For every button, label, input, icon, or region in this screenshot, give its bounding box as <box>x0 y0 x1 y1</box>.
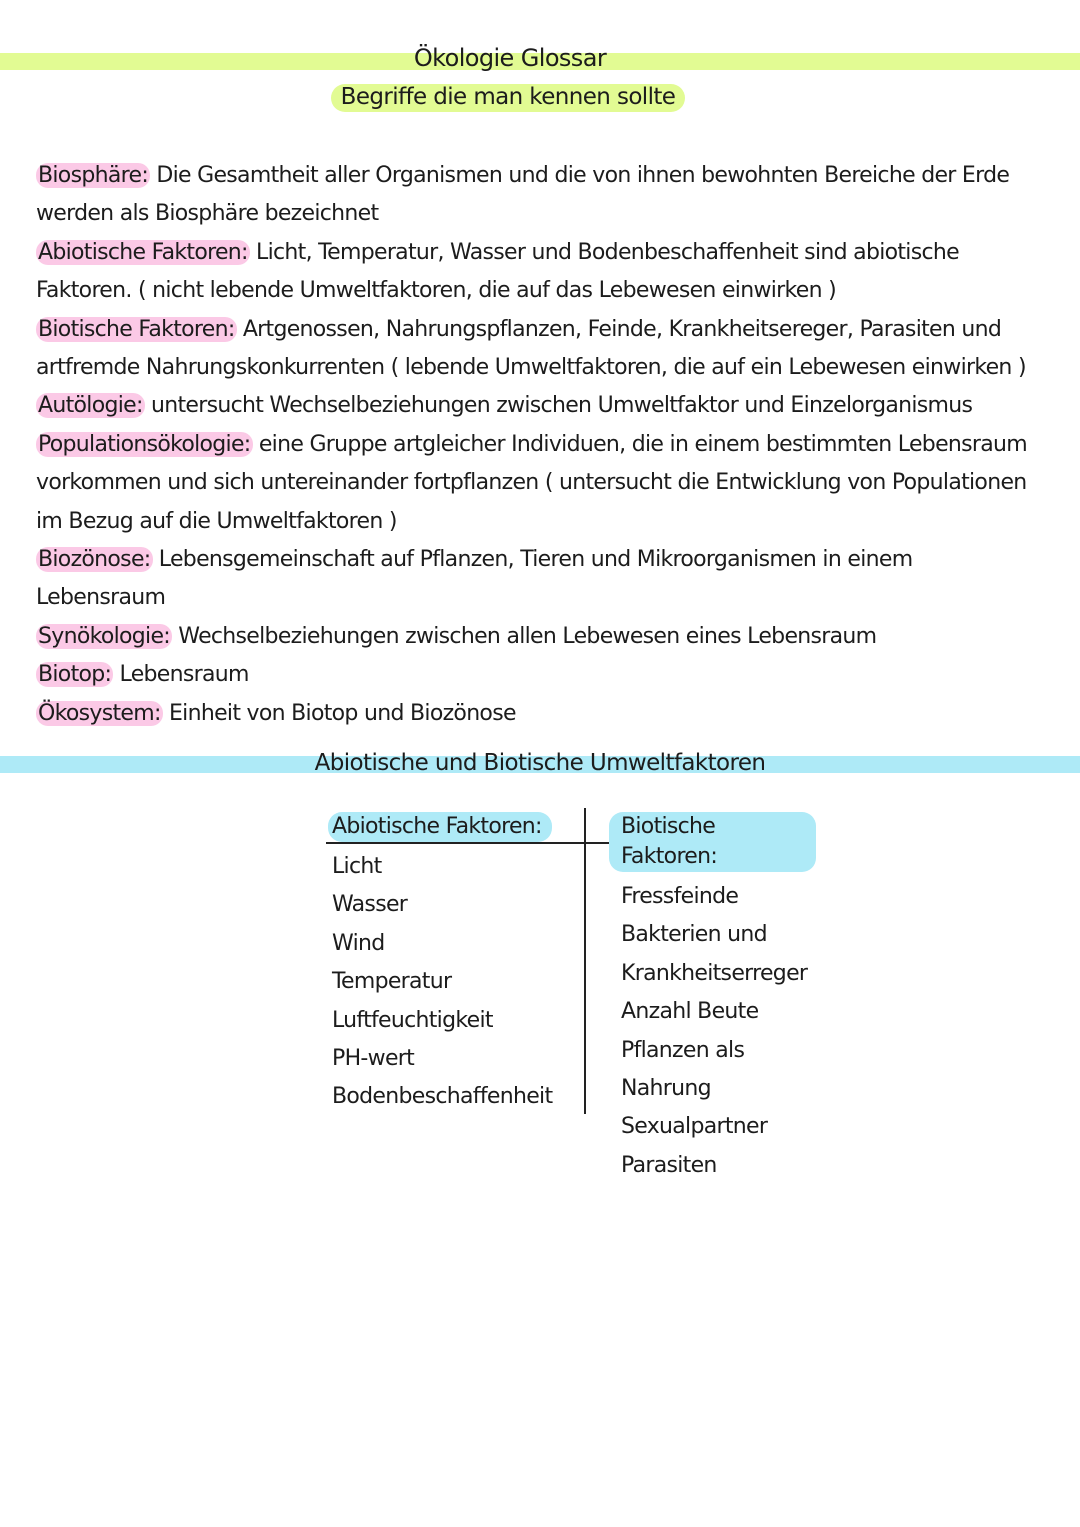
glossary-entry <box>36 426 1046 541</box>
glossary-term: Synökologie: <box>38 623 171 649</box>
glossary-entry <box>36 387 1046 425</box>
glossary-list <box>36 157 1046 733</box>
glossary-entry <box>36 695 1046 733</box>
list-item: Wind <box>332 930 385 956</box>
table-vertical-divider <box>584 808 586 1114</box>
glossary-term: Biozönose: <box>38 547 151 573</box>
glossary-entry <box>36 311 1046 388</box>
glossary-definition: Artgenossen, Nahrungspflanzen, Feinde, Krankheitsereger, Parasiten und artfremde Nahrungskonkurrenten ( lebende Umweltfaktoren, die auf ein Lebewesen einwirken ) <box>36 316 1026 381</box>
list-item: Fressfeinde <box>621 884 739 909</box>
list-item: Anzahl Beute <box>621 999 759 1025</box>
glossary-term: Biotische Faktoren: <box>38 316 235 342</box>
factors-section-title: Abiotische und Biotische Umweltfaktoren <box>314 750 766 776</box>
glossary-entry <box>36 234 1046 311</box>
list-item: Temperatur <box>332 969 452 995</box>
list-item: Bakterien und Krankheitserreger <box>621 922 808 986</box>
list-item: Sexualpartner <box>621 1114 768 1140</box>
glossary-definition: Wechselbeziehungen zwischen allen Lebewesen eines Lebensraum <box>172 623 877 649</box>
glossary-entry <box>36 618 1046 656</box>
page-subtitle: Begriffe die man kennen sollte <box>331 84 686 112</box>
factors-table <box>326 808 816 1178</box>
glossary-term: Abiotische Faktoren: <box>38 239 248 265</box>
subtitle-row <box>0 84 1080 112</box>
list-item: Bodenbeschaffenheit <box>332 1084 553 1110</box>
glossary-definition: untersucht Wechselbeziehungen zwischen Umweltfaktor und Einzelorganismus <box>144 393 973 419</box>
biotic-column <box>621 812 816 1185</box>
glossary-term: Populationsökologie: <box>38 431 251 457</box>
list-item: Wasser <box>332 892 408 918</box>
glossary-entry <box>36 541 1046 618</box>
abiotic-column <box>332 812 552 1117</box>
list-item: Luftfeuchtigkeit <box>332 1007 493 1033</box>
glossary-definition: eine Gruppe artgleicher Individuen, die in einem bestimmten Lebensraum vorkommen und sich untereinander fortpflanzen ( untersucht die Entwicklung von Populationen im Bezug auf die Umweltfaktoren ) <box>36 431 1028 534</box>
glossary-definition: Lebensraum <box>113 662 249 688</box>
list-item: Parasiten <box>621 1152 717 1178</box>
list-item: Pflanzen als Nahrung <box>621 1037 745 1102</box>
glossary-definition: Einheit von Biotop und Biozönose <box>162 700 516 726</box>
glossary-term: Autölogie: <box>38 393 143 419</box>
glossary-definition: Die Gesamtheit aller Organismen und die von ihnen bewohnten Bereiche der Erde werden als Biosphäre bezeichnet <box>36 163 1010 227</box>
biotic-heading: Biotische Faktoren: <box>609 812 816 872</box>
abiotic-list <box>332 848 552 1117</box>
glossary-entry <box>36 656 1046 694</box>
glossary-definition: Licht, Temperatur, Wasser und Bodenbeschaffenheit sind abiotische Faktoren. ( nicht lebende Umweltfaktoren, die auf das Lebewesen einwirken ) <box>36 239 959 304</box>
glossary-definition: Lebensgemeinschaft auf Pflanzen, Tieren und Mikroorganismen in einem Lebensraum <box>36 547 913 611</box>
glossary-entry <box>36 157 1046 234</box>
list-item: Licht <box>332 854 382 879</box>
biotic-list <box>621 878 816 1185</box>
list-item: PH-wert <box>332 1046 415 1072</box>
page-title: Ökologie Glossar <box>413 44 607 72</box>
glossary-term: Biotop: <box>38 662 112 688</box>
glossary-term: Biosphäre: <box>38 163 149 188</box>
abiotic-heading: Abiotische Faktoren: <box>328 812 552 842</box>
glossary-term: Ökosystem: <box>38 700 161 726</box>
